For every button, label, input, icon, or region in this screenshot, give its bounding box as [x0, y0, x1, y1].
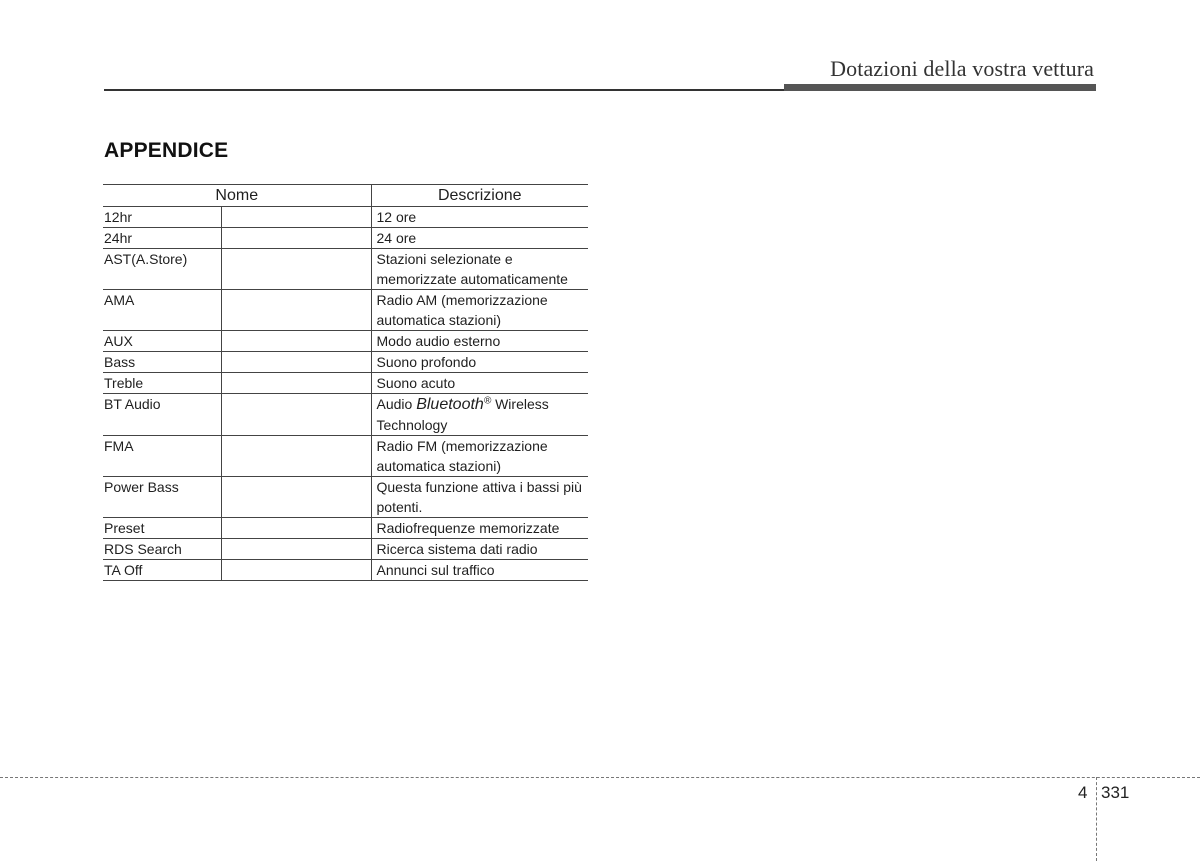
row-name: FMA: [103, 436, 221, 477]
table-row: [103, 436, 588, 477]
row-spacer: [221, 331, 371, 352]
row-spacer: [221, 352, 371, 373]
row-description: [371, 394, 588, 436]
row-name: Bass: [103, 352, 221, 373]
row-description: Suono acuto: [371, 373, 588, 394]
table-row: [103, 373, 588, 394]
table-row: [103, 207, 588, 228]
bluetooth-brand: Bluetooth: [416, 396, 484, 413]
section-title: APPENDICE: [104, 139, 229, 162]
row-description: Questa funzione attiva i bassi più potenti.: [371, 477, 588, 518]
column-header-name: Nome: [103, 185, 371, 207]
row-description: Stazioni selezionate e memorizzate automaticamente: [371, 249, 588, 290]
row-description: 24 ore: [371, 228, 588, 249]
row-description: Radiofrequenze memorizzate: [371, 518, 588, 539]
table-row: [103, 560, 588, 581]
row-name: Treble: [103, 373, 221, 394]
row-name: 12hr: [103, 207, 221, 228]
row-spacer: [221, 290, 371, 331]
column-header-description: Descrizione: [371, 185, 588, 207]
row-spacer: [221, 539, 371, 560]
desc-prefix: Audio: [376, 396, 417, 412]
row-spacer: [221, 560, 371, 581]
row-name: AMA: [103, 290, 221, 331]
header-rule-thick: [784, 84, 1096, 91]
desc-suffix: Wireless Technology: [376, 396, 549, 433]
table-row: [103, 539, 588, 560]
header-rule-thin: [104, 89, 784, 91]
row-description: Radio FM (memorizzazione automatica stazioni): [371, 436, 588, 477]
table-row: [103, 352, 588, 373]
chapter-number: 4: [1078, 783, 1088, 802]
row-spacer: [221, 477, 371, 518]
row-description: Ricerca sistema dati radio: [371, 539, 588, 560]
row-spacer: [221, 207, 371, 228]
row-description: Suono profondo: [371, 352, 588, 373]
row-name: Preset: [103, 518, 221, 539]
row-description: 12 ore: [371, 207, 588, 228]
footer-dashed-divider: [1096, 777, 1097, 861]
row-spacer: [221, 394, 371, 436]
table-row: [103, 228, 588, 249]
row-name: 24hr: [103, 228, 221, 249]
glossary-table-container: [103, 184, 588, 581]
table-row: [103, 518, 588, 539]
row-spacer: [221, 373, 371, 394]
table-row: [103, 331, 588, 352]
row-name: BT Audio: [103, 394, 221, 436]
table-row: [103, 249, 588, 290]
header-title: Dotazioni della vostra vettura: [830, 56, 1094, 81]
row-name: RDS Search: [103, 539, 221, 560]
table-row: [103, 477, 588, 518]
glossary-table: [103, 184, 588, 581]
row-name: TA Off: [103, 560, 221, 581]
row-name: AUX: [103, 331, 221, 352]
row-description: Annunci sul traffico: [371, 560, 588, 581]
registered-mark: ®: [483, 395, 492, 407]
table-row: [103, 394, 588, 436]
row-description: Modo audio esterno: [371, 331, 588, 352]
row-spacer: [221, 518, 371, 539]
row-name: Power Bass: [103, 477, 221, 518]
footer-dashed-rule: [0, 777, 1200, 778]
row-spacer: [221, 249, 371, 290]
page-number: 331: [1101, 783, 1130, 802]
row-description: Radio AM (memorizzazione automatica stazioni): [371, 290, 588, 331]
row-spacer: [221, 436, 371, 477]
table-header-row: [103, 185, 588, 207]
row-name: AST(A.Store): [103, 249, 221, 290]
table-row: [103, 290, 588, 331]
row-spacer: [221, 228, 371, 249]
